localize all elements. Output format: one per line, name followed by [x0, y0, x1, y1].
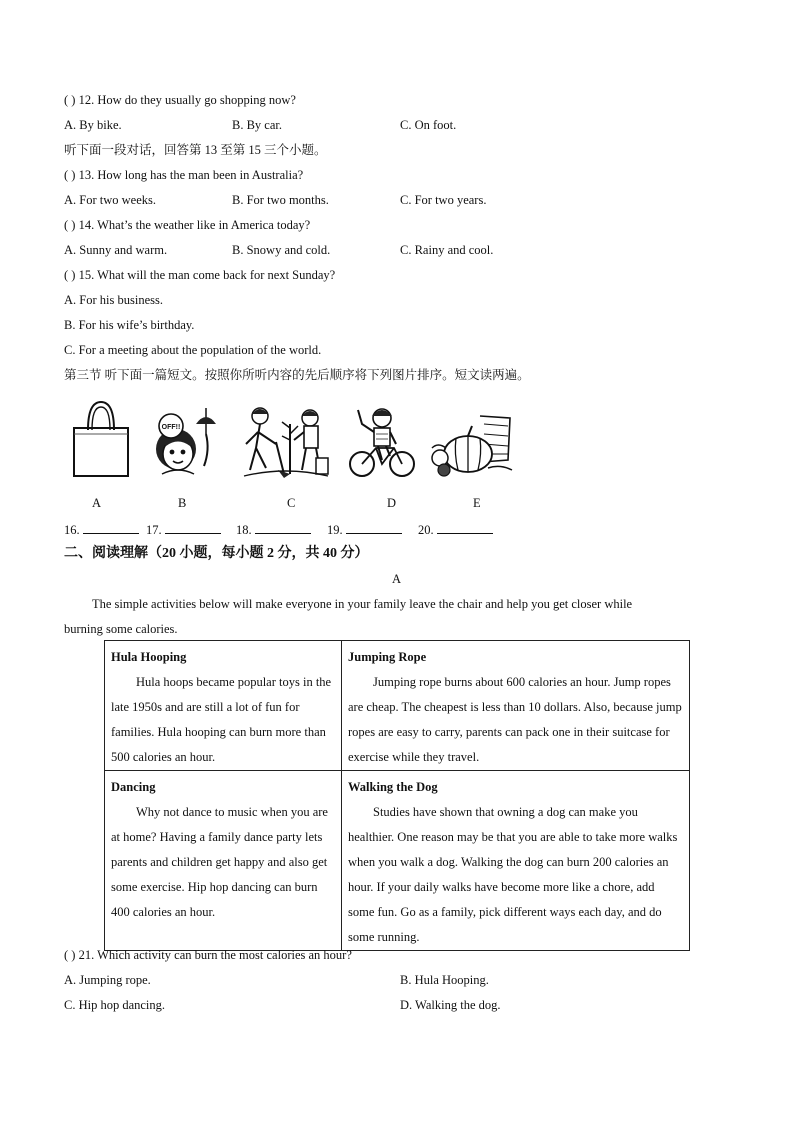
hula-body: Hula hoops became popular toys in the late 1950s and are still a lot of fun for families. Hula hooping can burn more than 500 calories an hour.: [111, 675, 332, 764]
question-13-stem: ( ) 13. How long has the man been in Australia?: [64, 168, 304, 182]
jump-body: Jumping rope burns about 600 calories an hour. Jump ropes are cheap. The cheapest is less than 10 dollars. Also, because jump ropes are easy to carry, parents can pack one in their suitcase for exercise while they travel.: [348, 675, 682, 764]
question-13-option-c: C. For two years.: [400, 193, 487, 207]
dog-body: Studies have shown that owning a dog can make you healthier. One reason may be that you are able to take more walks when you walk a dog. Walking the dog can burn 200 calories an hour. If your daily walks have become more like a chore, add some fun. Go as a family, pick different ways each day, and do some running.: [348, 805, 678, 944]
answer-blank[interactable]: [83, 522, 139, 534]
question-12-stem: ( ) 12. How do they usually go shopping now?: [64, 93, 296, 107]
table-cell-dog: [342, 771, 690, 951]
answer-blank[interactable]: [165, 522, 221, 534]
question-15-option-a: A. For his business.: [64, 293, 163, 307]
girl-off-sign-icon: [152, 404, 224, 480]
section3-title: 第三节 听下面一篇短文。按照你所听内容的先后顺序将下列图片排序。短文读两遍。: [64, 368, 530, 382]
question-21-option-c: C. Hip hop dancing.: [64, 998, 166, 1012]
question-13-option-a: A. For two weeks.: [64, 193, 157, 207]
picture-label-b: B: [178, 496, 187, 510]
question-15-option-b: B. For his wife’s birthday.: [64, 318, 195, 332]
question-21-stem: ( ) 21. Which activity can burn the most calories an hour?: [64, 948, 352, 962]
dance-body: Why not dance to music when you are at home? Having a family dance party lets parents and children get happy and also get some exercise. Hip hop dancing can burn 400 calories an hour.: [111, 805, 328, 919]
question-12-option-c: C. On foot.: [400, 118, 457, 132]
question-14-stem: ( ) 14. What’s the weather like in America today?: [64, 218, 311, 232]
question-12-option-a: A. By bike.: [64, 118, 122, 132]
question-21-option-b: B. Hula Hooping.: [400, 973, 489, 987]
instruction-13-15: 听下面一段对话，回答第 13 至第 15 三个小题。: [64, 143, 327, 157]
hula-title: Hula Hooping: [111, 650, 187, 664]
answer-line-17: 17.: [146, 522, 221, 538]
answer-line-20: 20.: [418, 522, 493, 538]
question-13-option-b: B. For two months.: [232, 193, 329, 207]
children-planting-tree-icon: [238, 404, 332, 480]
question-21-option-a: A. Jumping rope.: [64, 973, 151, 987]
question-14-option-c: C. Rainy and cool.: [400, 243, 494, 257]
passage-intro-line2: burning some calories.: [64, 622, 178, 636]
jump-title: Jumping Rope: [348, 650, 427, 664]
question-12-option-b: B. By car.: [232, 118, 282, 132]
harvest-basket-icon: [428, 412, 514, 478]
question-14-option-b: B. Snowy and cold.: [232, 243, 331, 257]
question-21-option-d: D. Walking the dog.: [400, 998, 501, 1012]
passage-label: A: [392, 572, 402, 586]
passage-intro-line1: The simple activities below will make everyone in your family leave the chair and help you get closer while: [92, 597, 633, 611]
activities-table: [104, 640, 690, 951]
answer-line-19: 19.: [327, 522, 402, 538]
picture-label-c: C: [287, 496, 296, 510]
answer-line-16: 16.: [64, 522, 139, 538]
question-15-stem: ( ) 15. What will the man come back for next Sunday?: [64, 268, 336, 282]
answer-line-18: 18.: [236, 522, 311, 538]
answer-blank[interactable]: [346, 522, 402, 534]
off-sign-text: OFF!!: [161, 424, 181, 431]
dog-title: Walking the Dog: [348, 780, 438, 794]
picture-label-d: D: [387, 496, 397, 510]
answer-blank[interactable]: [255, 522, 311, 534]
answer-blank[interactable]: [437, 522, 493, 534]
question-15-option-c: C. For a meeting about the population of the world.: [64, 343, 322, 357]
shopping-bag-icon: [68, 398, 134, 480]
picture-label-e: E: [473, 496, 481, 510]
part2-title: 二、阅读理解（20 小题，每小题 2 分，共 40 分）: [64, 546, 369, 561]
question-14-option-a: A. Sunny and warm.: [64, 243, 168, 257]
table-cell-hula: [105, 641, 342, 771]
boy-riding-bike-icon: [348, 404, 418, 480]
table-cell-jump: [342, 641, 690, 771]
dance-title: Dancing: [111, 780, 156, 794]
picture-label-a: A: [92, 496, 102, 510]
table-cell-dance: [105, 771, 342, 951]
